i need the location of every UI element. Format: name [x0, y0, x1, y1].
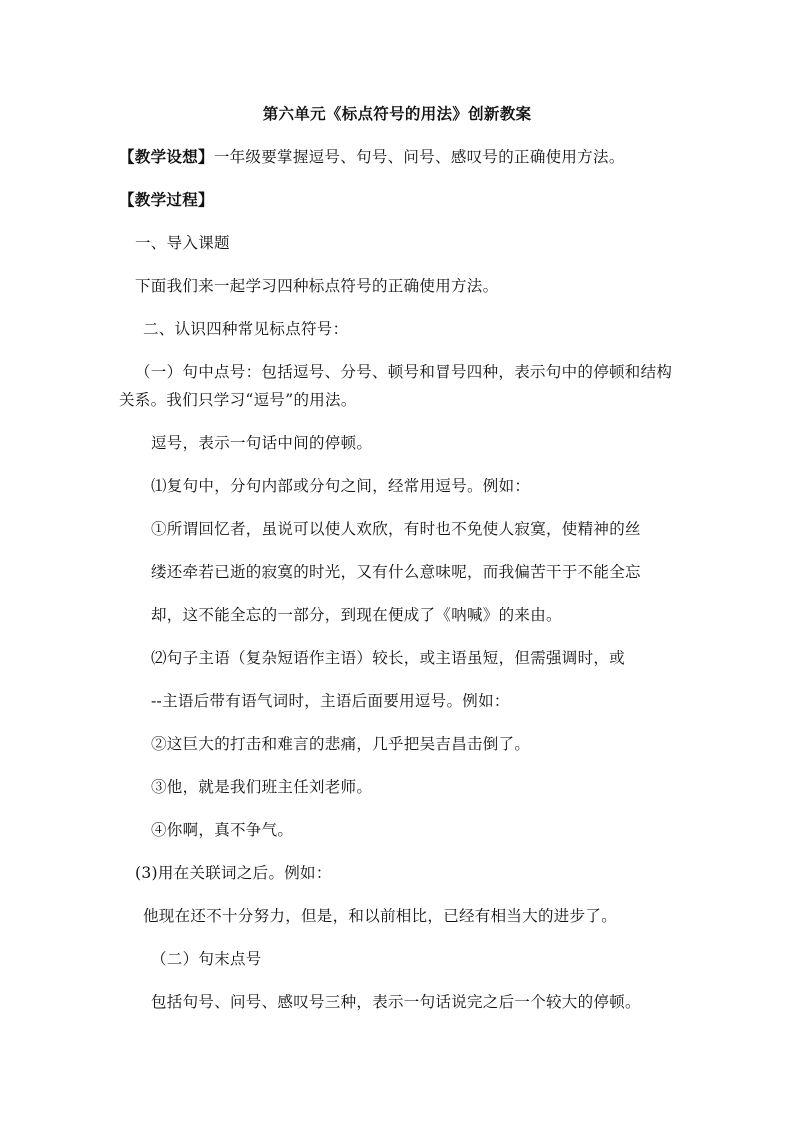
paragraph-line: ⑵句子主语（复杂短语作主语）较长，或主语虽短，但需强调时，或: [151, 649, 626, 667]
example-line: ①所谓回忆者，虽说可以使人欢欣，有时也不免使人寂寞，使精神的丝: [151, 520, 641, 538]
paragraph-line: （一）句中点号：包括逗号、分号、顿号和冒号四种，表示句中的停顿和结构: [135, 363, 673, 381]
teaching-idea-label: 【教学设想】: [119, 147, 214, 166]
teaching-idea-text: 一年级要掌握逗号、句号、问号、感叹号的正确使用方法。: [213, 148, 625, 166]
paragraph-line: 关系。我们只学习“逗号”的用法。: [119, 391, 357, 409]
example-line: ④你啊，真不争气。: [151, 821, 294, 839]
paragraph-line: ⑴复句中，分句内部或分句之间，经常用逗号。例如：: [151, 477, 531, 495]
document-title: 第六单元《标点符号的用法》创新教案: [262, 104, 532, 123]
section-heading-punctuation: 二、认识四种常见标点符号：: [143, 320, 349, 338]
example-line: 他现在还不十分努力，但是，和以前相比，已经有相当大的进步了。: [143, 907, 618, 925]
example-line: 缕还牵若已逝的寂寞的时光，又有什么意味呢，而我偏苦干于不能全忘: [151, 563, 641, 581]
paragraph-line: 逗号，表示一句话中间的停顿。: [151, 434, 373, 452]
teaching-process-heading: 【教学过程】: [119, 190, 214, 209]
section-heading-sentence-end: （二）句末点号: [151, 950, 262, 968]
example-line: 却，这不能全忘的一部分，到现在便成了《呐喊》的来由。: [151, 606, 562, 624]
example-line: ②这巨大的打击和难言的悲痛，几乎把吴吉昌击倒了。: [151, 735, 531, 753]
paragraph-line: (3)用在关联词之后。例如：: [135, 864, 332, 882]
paragraph-line: --主语后带有语气词时，主语后面要用逗号。例如：: [151, 692, 510, 710]
paragraph-line: 包括句号、问号、感叹号三种，表示一句话说完之后一个较大的停顿。: [151, 993, 641, 1011]
example-line: ③他，就是我们班主任刘老师。: [151, 778, 373, 796]
paragraph-line: 下面我们来一起学习四种标点符号的正确使用方法。: [135, 277, 499, 295]
teaching-idea-paragraph: [119, 147, 625, 167]
section-heading-intro: 一、导入课题: [135, 234, 230, 252]
